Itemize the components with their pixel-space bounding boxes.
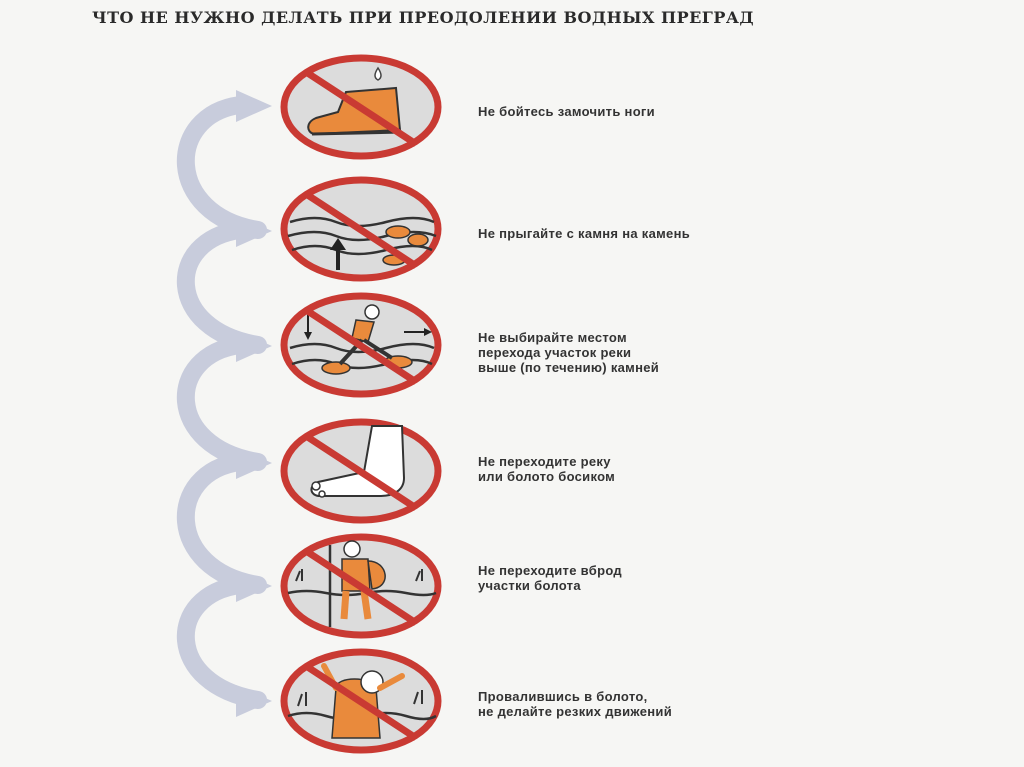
flow-arrow-2 bbox=[186, 230, 258, 345]
arrow-head-1 bbox=[236, 90, 272, 122]
rule-1-caption: Не бойтесь замочить ноги bbox=[478, 104, 655, 119]
rule-6-caption: Провалившись в болото, не делайте резких движений bbox=[478, 689, 672, 719]
swamp-wade-icon bbox=[276, 531, 446, 641]
stone-jump-icon bbox=[276, 174, 446, 284]
arrow-head-2 bbox=[236, 215, 272, 247]
rule-5-caption: Не переходите вброд участки болота bbox=[478, 563, 622, 593]
wet-boot-icon bbox=[276, 52, 446, 162]
arrow-head-3 bbox=[236, 330, 272, 362]
flow-arrow-3 bbox=[186, 345, 258, 462]
rule-3-caption: Не выбирайте местом перехода участок реки выше (по течению) камней bbox=[478, 330, 660, 375]
rule-2-caption: Не прыгайте с камня на камень bbox=[478, 226, 691, 241]
river-crossing-icon bbox=[276, 290, 446, 400]
arrow-head-4 bbox=[236, 447, 272, 479]
swamp-sinking-icon bbox=[276, 646, 446, 756]
arrow-head-6 bbox=[236, 685, 272, 717]
flow-arrow-4 bbox=[186, 462, 258, 585]
bare-foot-icon bbox=[276, 416, 446, 526]
page-title: ЧТО НЕ НУЖНО ДЕЛАТЬ ПРИ ПРЕОДОЛЕНИИ ВОДНЫХ ПРЕГРАД bbox=[92, 8, 755, 27]
flow-arrow-1 bbox=[186, 105, 258, 230]
arrow-head-5 bbox=[236, 570, 272, 602]
rule-4-caption: Не переходите реку или болото босиком bbox=[478, 454, 616, 484]
flow-arrow-5 bbox=[186, 585, 258, 700]
